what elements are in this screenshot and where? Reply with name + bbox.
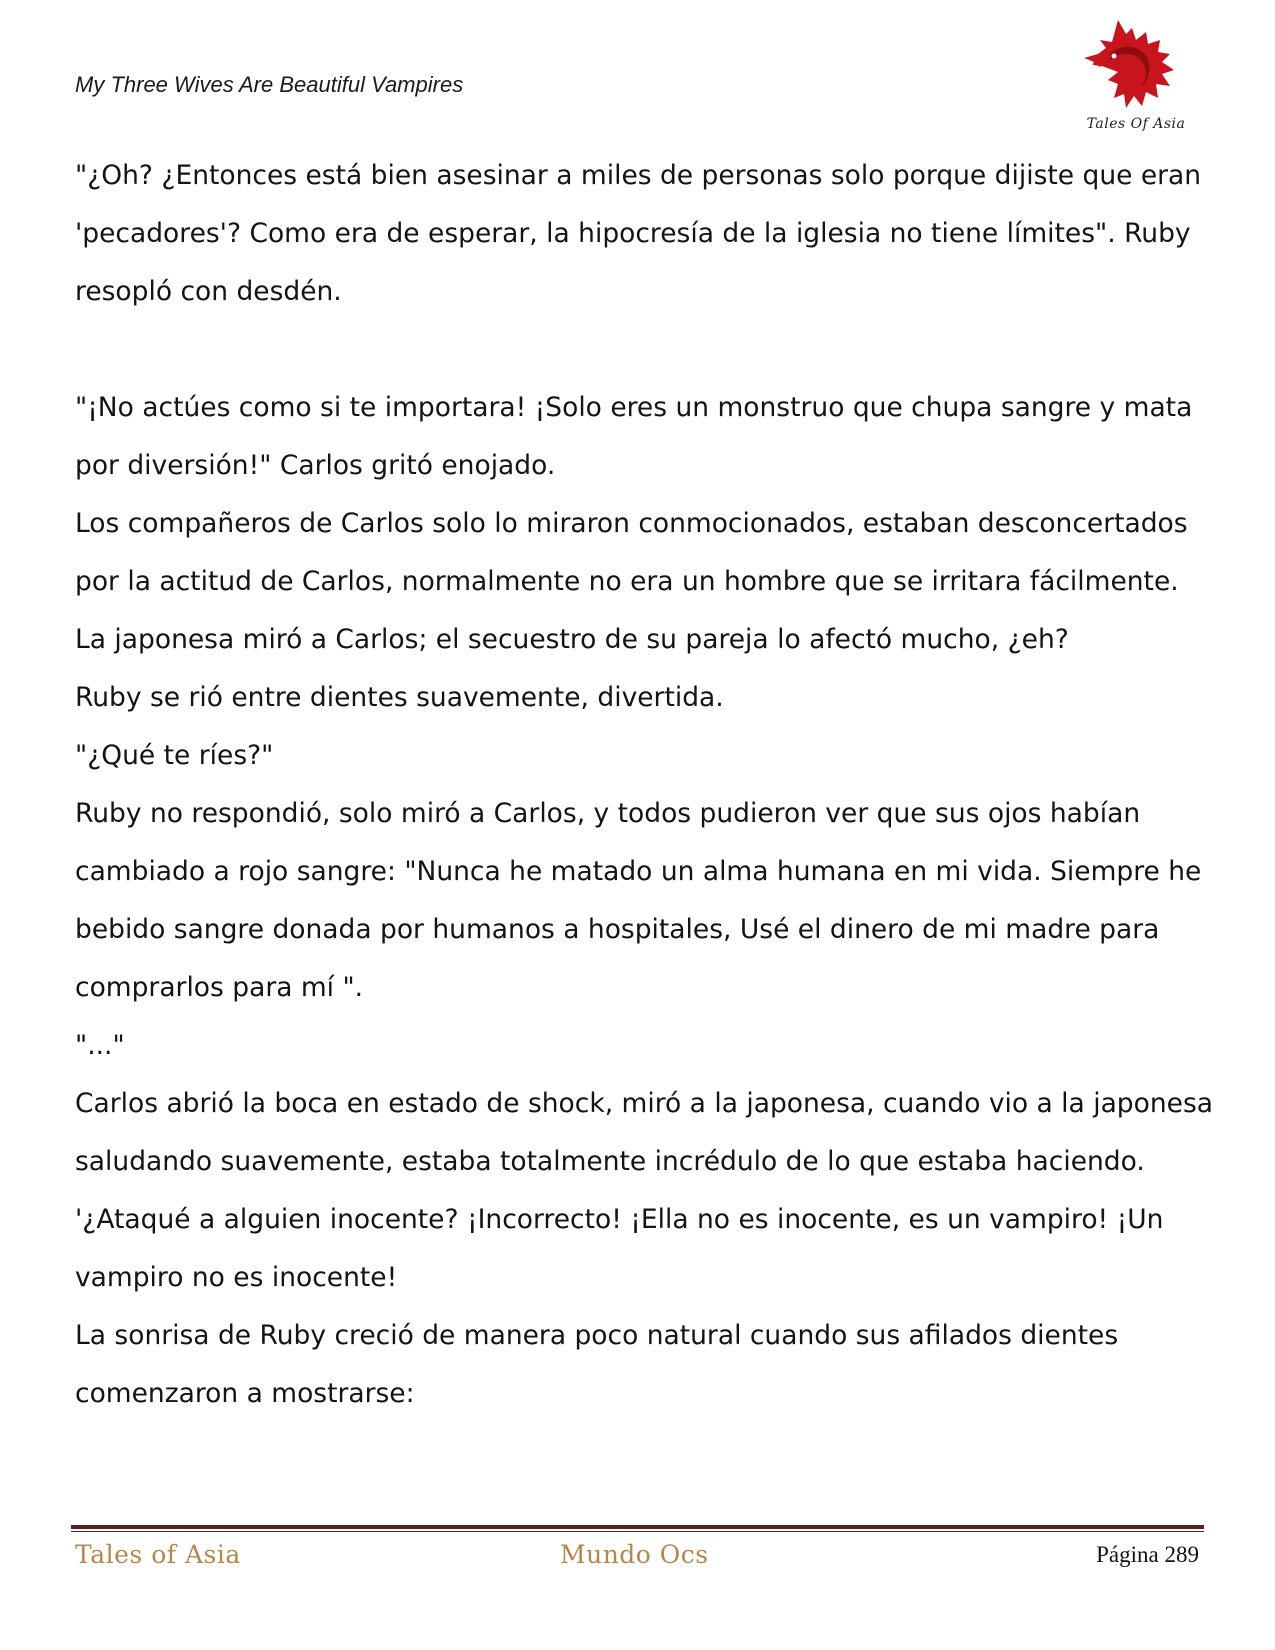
text-line: vampiro no es inocente! (75, 1262, 398, 1293)
text-line: "..." (75, 1030, 125, 1061)
blank-line (75, 321, 1205, 379)
book-title: My Three Wives Are Beautiful Vampires (75, 72, 464, 97)
text-line: "¿Qué te ríes?" (75, 740, 274, 771)
text-line: La japonesa miró a Carlos; el secuestro de su pareja lo afectó mucho, ¿eh? (75, 624, 1069, 655)
text-line: comprarlos para mí ". (75, 972, 364, 1003)
footer-divider (71, 1525, 1204, 1532)
dragon-icon (1080, 14, 1192, 118)
page-number: Página 289 (1096, 1542, 1199, 1567)
footer-divider-thick (71, 1525, 1204, 1529)
text-line: resopló con desdén. (75, 276, 342, 307)
text-line: Ruby se rió entre dientes suavemente, divertida. (75, 682, 724, 713)
text-line: "¡No actúes como si te importara! ¡Solo eres un monstruo que chupa sangre y mata (75, 392, 1193, 423)
text-line: Carlos abrió la boca en estado de shock, miró a la japonesa, cuando vio a la japonesa (75, 1088, 1213, 1119)
text-line: "¿Oh? ¿Entonces está bien asesinar a miles de personas solo porque dijiste que eran (75, 160, 1202, 191)
text-line: 'pecadores'? Como era de esperar, la hipocresía de la iglesia no tiene límites". Ruby (75, 218, 1191, 249)
tales-of-asia-logo (1080, 14, 1192, 134)
text-line: por la actitud de Carlos, normalmente no era un hombre que se irritara fácilmente. (75, 566, 1179, 597)
chapter-body (75, 147, 1213, 1423)
text-line: Ruby no respondió, solo miró a Carlos, y todos pudieron ver que sus ojos habían (75, 798, 1141, 829)
text-line: por diversión!" Carlos gritó enojado. (75, 450, 556, 481)
text-line: saludando suavemente, estaba totalmente incrédulo de lo que estaba haciendo. (75, 1146, 1145, 1177)
text-line: bebido sangre donada por humanos a hospitales, Usé el dinero de mi madre para (75, 914, 1160, 945)
text-line: Los compañeros de Carlos solo lo miraron conmocionados, estaban desconcertados (75, 508, 1188, 539)
text-line: cambiado a rojo sangre: "Nunca he matado un alma humana en mi vida. Siempre he (75, 856, 1202, 887)
logo-text: Tales Of Asia (1086, 116, 1186, 132)
text-line: comenzaron a mostrarse: (75, 1378, 415, 1409)
footer-translator-name: Mundo Ocs (560, 1540, 709, 1569)
footer-divider-thin (71, 1531, 1204, 1532)
footer-site-name: Tales of Asia (75, 1540, 241, 1569)
text-line: La sonrisa de Ruby creció de manera poco natural cuando sus afilados dientes (75, 1320, 1119, 1351)
text-line: '¿Ataqué a alguien inocente? ¡Incorrecto! ¡Ella no es inocente, es un vampiro! ¡Un (75, 1204, 1164, 1235)
